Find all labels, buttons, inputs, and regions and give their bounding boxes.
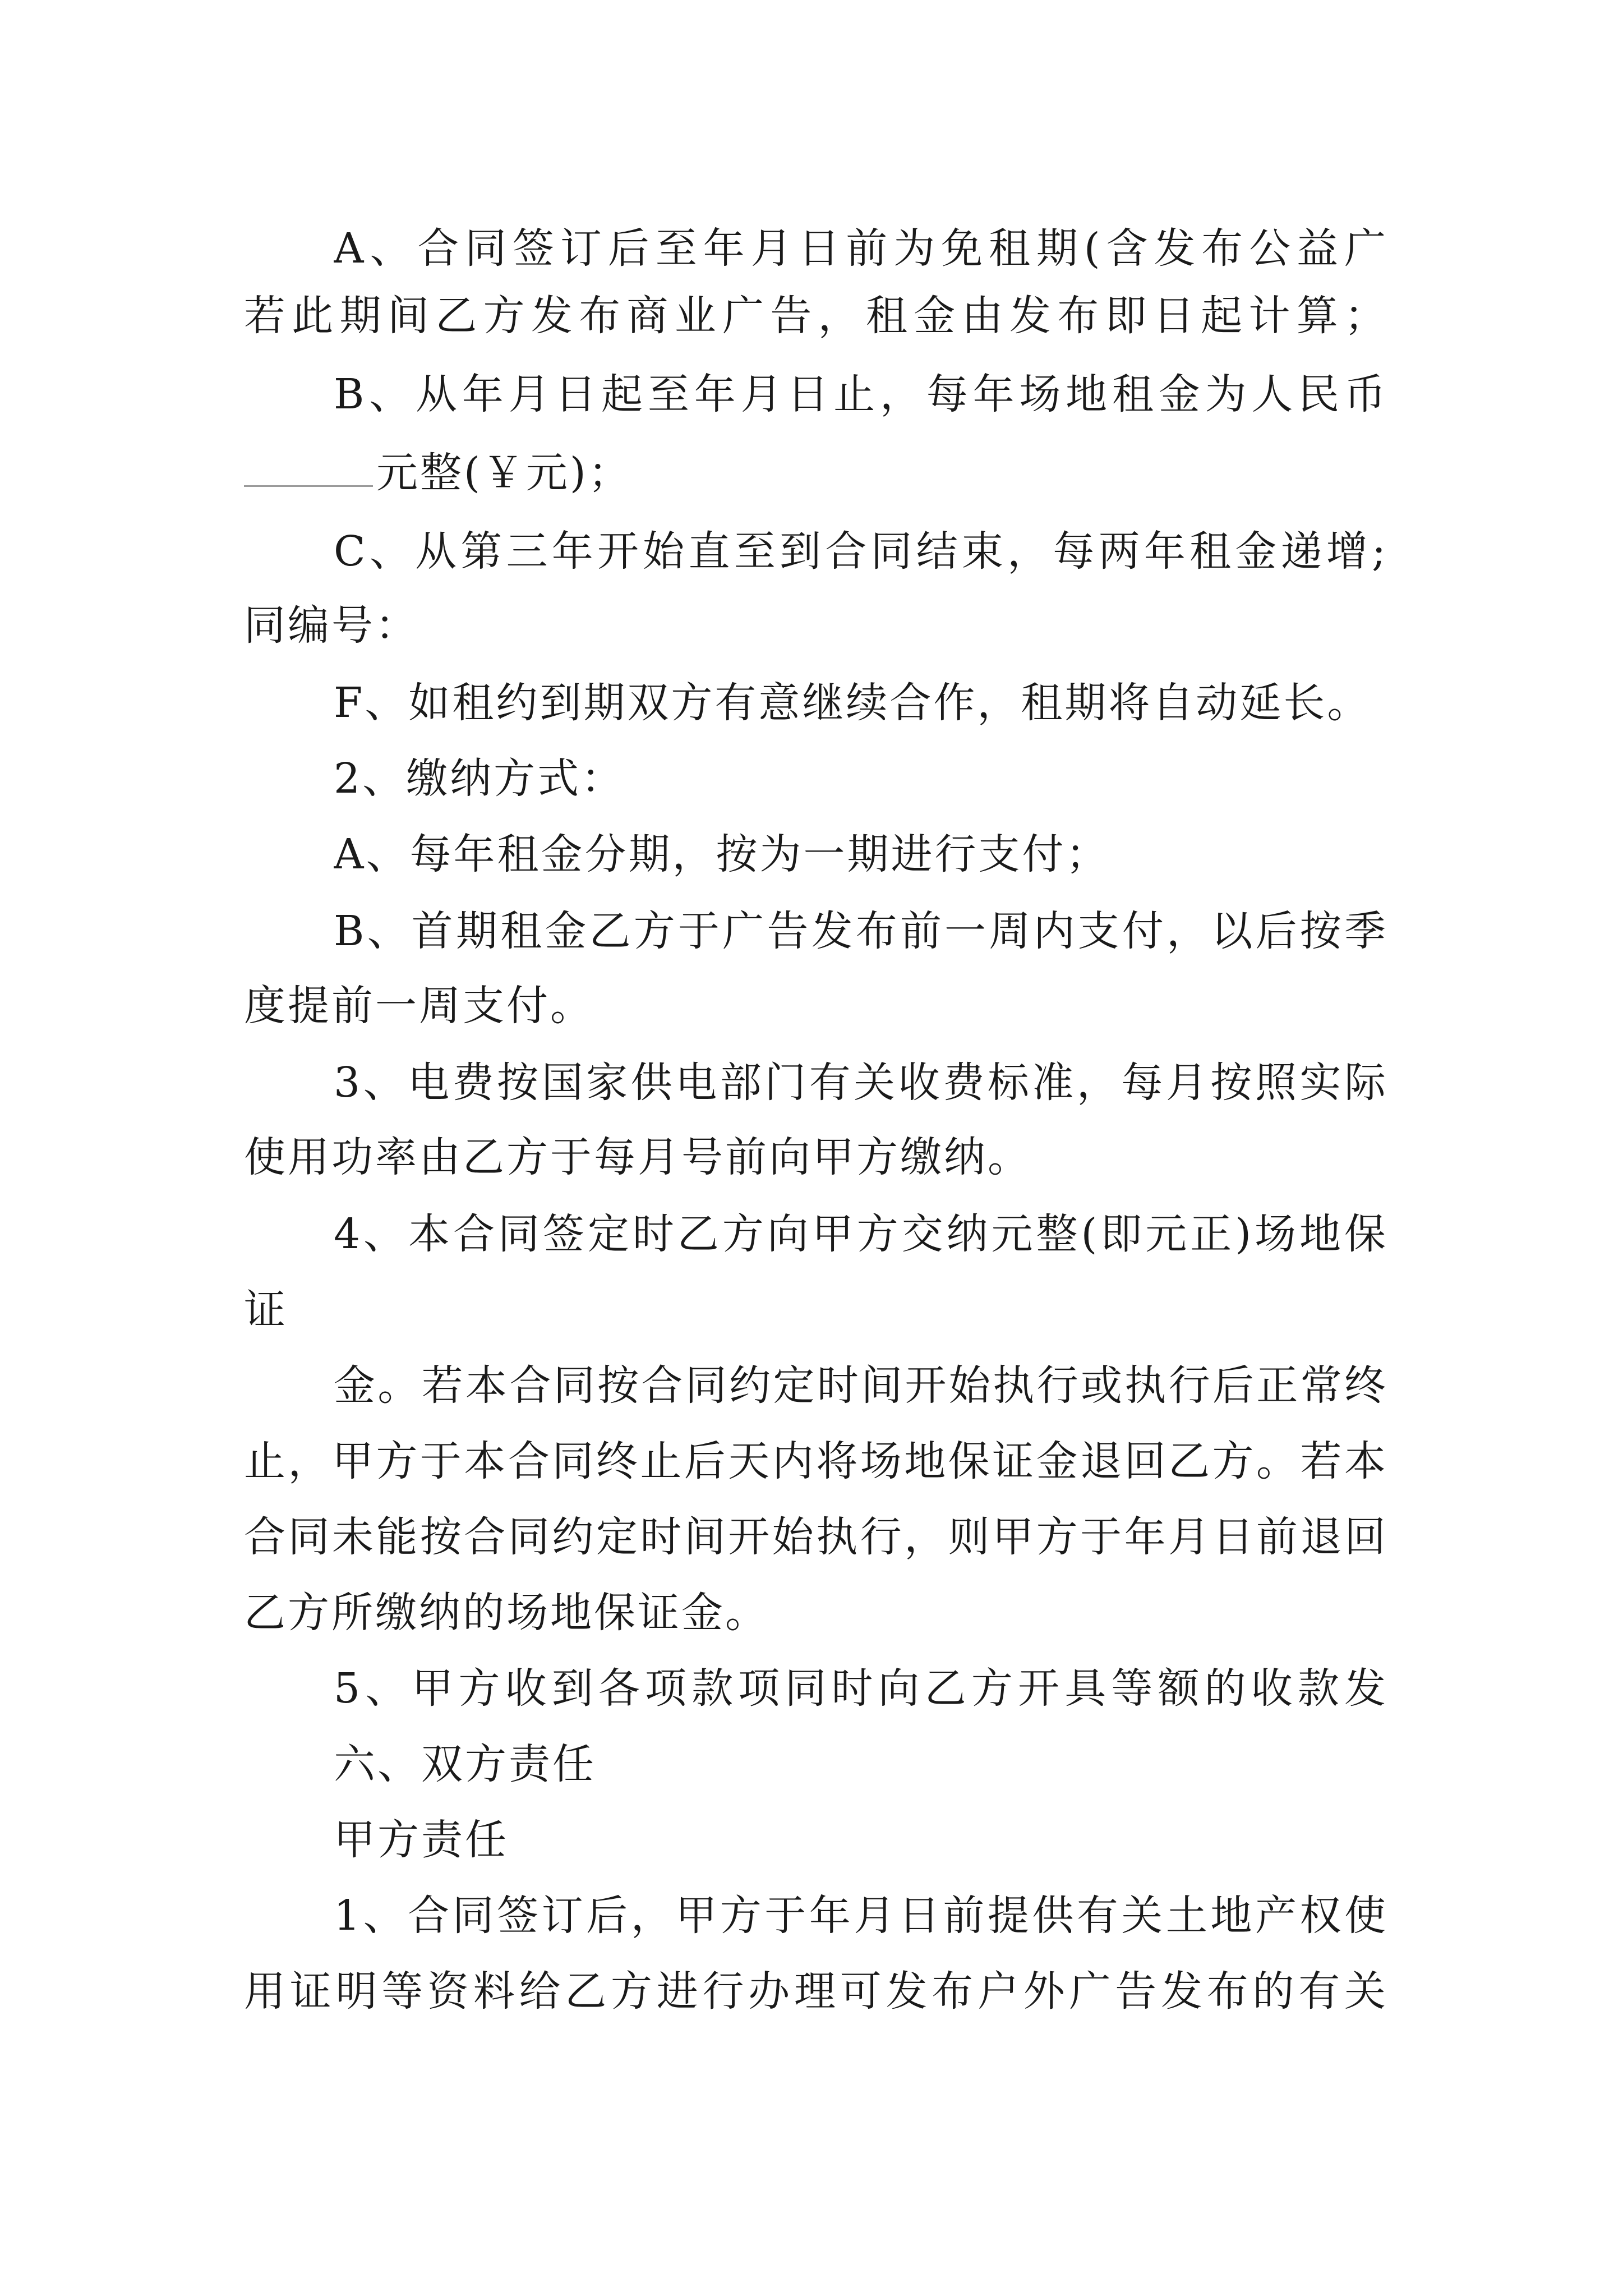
paragraph-line: 止，甲方于本合同终止后天内将场地保证金退回乙方。若本 [244,1437,1388,1485]
paragraph-line-text: 元整(￥元)； [376,449,632,497]
paragraph-line: A、合同签订后至年月日前为免租期(含发布公益广 [334,224,1388,273]
paragraph-line: 合同未能按合同约定时间开始执行，则甲方于年月日前退回 [244,1513,1388,1561]
paragraph-line: 度提前一周支付。 [244,982,594,1030]
paragraph-line: B、从年月日起至年月日止，每年场地租金为人民币 [334,370,1388,418]
paragraph-line: 用证明等资料给乙方进行办理可发布户外广告发布的有关 [244,1967,1388,2016]
paragraph-line: 乙方所缴纳的场地保证金。 [244,1589,769,1637]
paragraph-line: 4、本合同签定时乙方向甲方交纳元整(即元正)场地保 [334,1210,1388,1258]
fill-in-blank [244,446,373,487]
paragraph-line: C、从第三年开始直至到合同结束，每两年租金递增; [334,527,1388,576]
paragraph-line [244,434,1388,512]
paragraph-line: 5、甲方收到各项款项同时向乙方开具等额的收款发 [334,1664,1388,1713]
paragraph-line: 3、电费按国家供电部门有关收费标准，每月按照实际 [334,1059,1388,1107]
paragraph-line: 同编号： [244,601,419,650]
subsection-heading: 甲方责任 [334,1816,509,1864]
paragraph-line: 1、合同签订后，甲方于年月日前提供有关土地产权使 [334,1892,1388,1940]
paragraph-line: 2、缴纳方式： [334,754,625,803]
paragraph-line: F、如租约到期双方有意继续合作，租期将自动延长。 [334,679,1371,727]
paragraph-line: 金。若本合同按合同约定时间开始执行或执行后正常终 [334,1361,1388,1410]
paragraph-line: A、每年租金分期，按为一期进行支付； [334,830,1110,878]
paragraph-line: 证 [244,1286,288,1334]
paragraph-line: 使用功率由乙方于每月号前向甲方缴纳。 [244,1133,1031,1181]
paragraph-line: 若此期间乙方发布商业广告，租金由发布即日起计算； [244,292,1388,340]
section-heading: 六、双方责任 [334,1740,596,1788]
paragraph-line: B、首期租金乙方于广告发布前一周内支付，以后按季 [334,907,1388,955]
